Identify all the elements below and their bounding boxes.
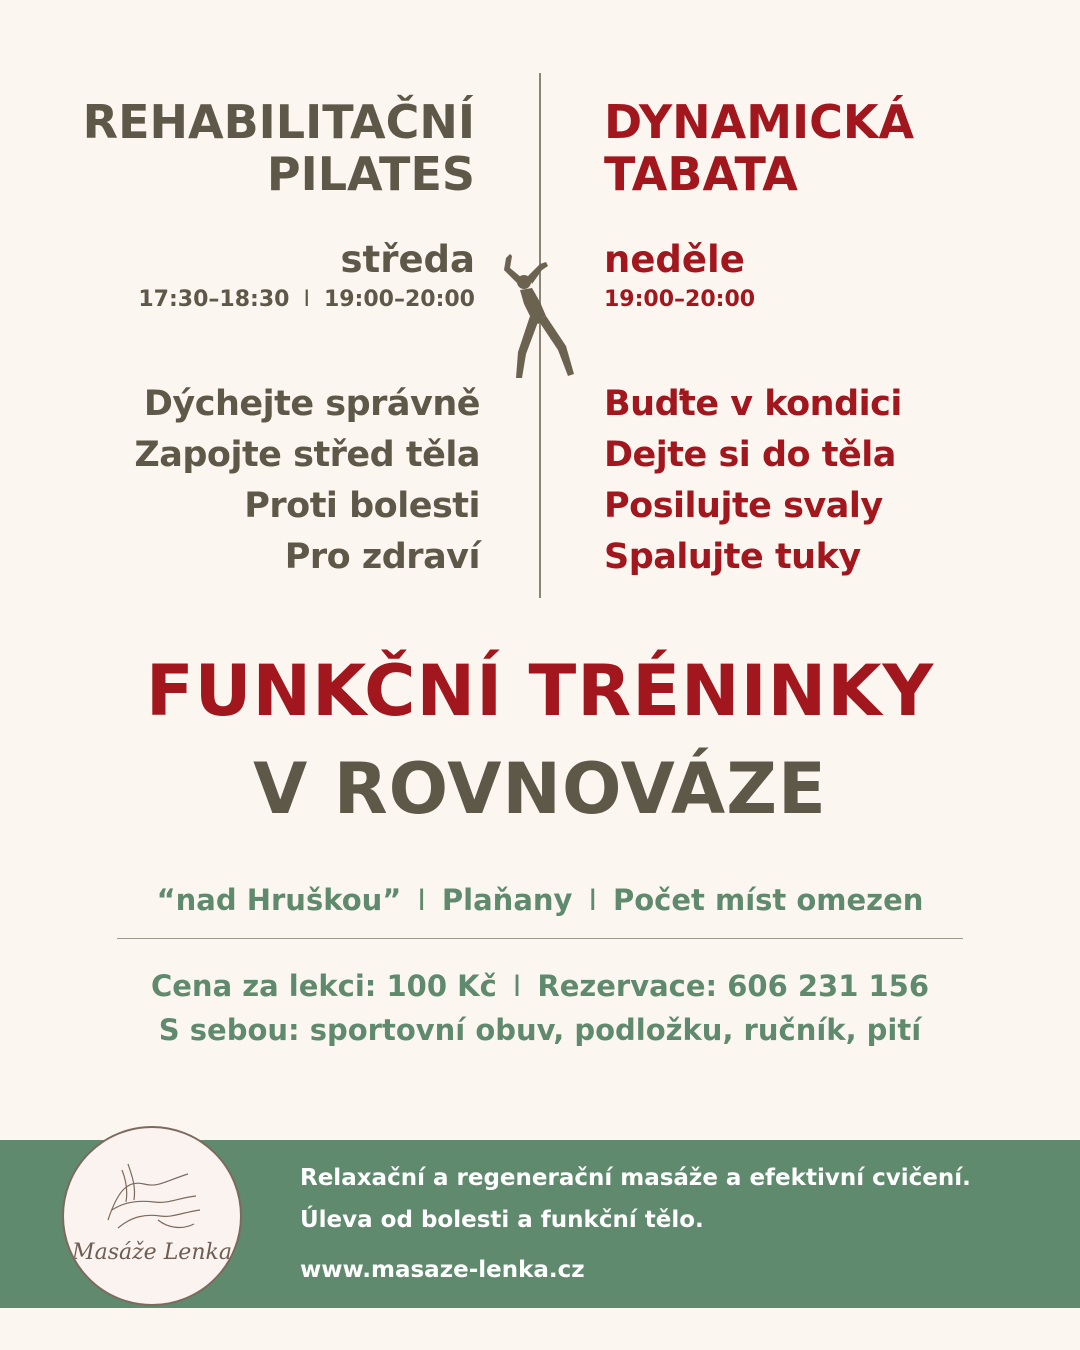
left-benefits — [20, 379, 480, 583]
left-time1: 17:30–18:30 — [138, 287, 290, 312]
price-line — [0, 969, 1080, 1003]
right-benefit-3: Posilujte svaly — [604, 486, 883, 526]
right-title-line2: TABATA — [604, 147, 798, 201]
details-divider — [117, 938, 963, 939]
right-benefits — [604, 379, 1064, 583]
right-benefit-4: Spalujte tuky — [604, 537, 861, 577]
right-benefit-2: Dejte si do těla — [604, 435, 896, 475]
left-time2: 19:00–20:00 — [323, 287, 475, 312]
location-line — [0, 883, 1080, 917]
brand-logo — [62, 1126, 242, 1306]
left-benefit-4: Pro zdraví — [284, 537, 480, 577]
right-title-line1: DYNAMICKÁ — [604, 95, 915, 149]
place-name: “nad Hruškou” — [156, 883, 402, 917]
left-benefit-2: Zapojte střed těla — [134, 435, 480, 475]
right-benefit-1: Buďte v kondici — [604, 384, 902, 424]
bring-line: S sebou: sportovní obuv, podložku, ručník, pití — [158, 1013, 922, 1047]
headline-line2: V ROVNOVÁZE — [253, 748, 827, 830]
capacity-note: Počet míst omezen — [613, 883, 924, 917]
headline-line1: FUNKČNÍ TRÉNINKY — [145, 650, 935, 732]
left-day: středa — [340, 238, 475, 281]
capacity-separator: I — [588, 883, 597, 917]
hands-logo-icon — [98, 1150, 208, 1236]
footer-line2: Úleva od bolesti a funkční tělo. — [300, 1207, 704, 1233]
website-link[interactable]: www.masaze-lenka.cz — [300, 1257, 585, 1283]
left-benefit-3: Proti bolesti — [244, 486, 480, 526]
left-time-separator: I — [303, 287, 310, 312]
left-benefit-1: Dýchejte správně — [143, 384, 480, 424]
footer-line1: Relaxační a regenerační masáže a efektivní cvičení. — [300, 1165, 971, 1191]
left-title-line1: REHABILITAČNÍ — [82, 95, 475, 149]
left-title — [15, 96, 475, 200]
stretching-woman-icon — [500, 250, 584, 382]
town-name: Plaňany — [441, 883, 573, 917]
logo-text: Masáže Lenka — [72, 1240, 232, 1265]
right-time: 19:00–20:00 — [604, 287, 756, 312]
booking-text: Rezervace: 606 231 156 — [537, 969, 930, 1003]
right-day: neděle — [604, 238, 745, 281]
left-title-line2: PILATES — [266, 147, 475, 201]
right-title — [604, 96, 1064, 200]
location-separator: I — [417, 883, 426, 917]
price-separator: I — [512, 969, 522, 1003]
left-times — [55, 287, 475, 313]
price-text: Cena za lekci: 100 Kč — [150, 969, 497, 1003]
